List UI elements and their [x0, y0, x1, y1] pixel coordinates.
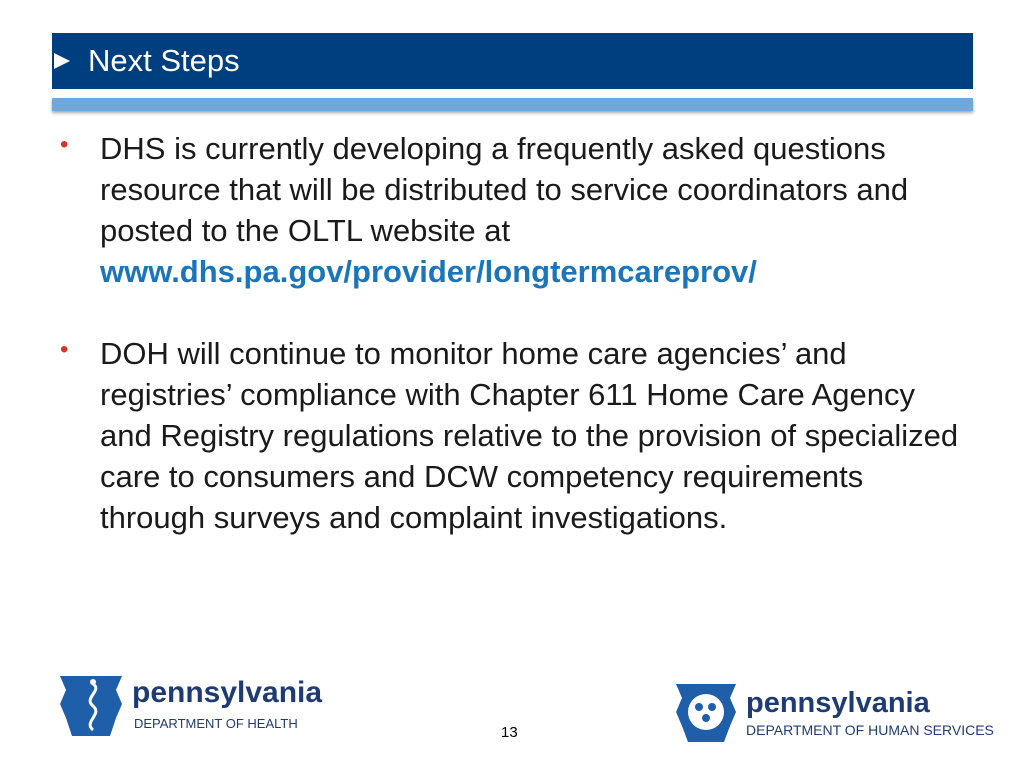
- bullet-icon: •: [60, 336, 69, 363]
- logo-wordmark: pennsylvania: [132, 676, 323, 709]
- bullet-item: [58, 333, 968, 538]
- logo-department: DEPARTMENT OF HUMAN SERVICES: [746, 722, 994, 738]
- bullet-icon: •: [60, 131, 69, 158]
- page-number: 13: [501, 724, 518, 741]
- family-keystone-icon: [674, 682, 738, 744]
- department-of-health-logo: [58, 672, 338, 742]
- logo-wordmark: pennsylvania: [746, 687, 930, 719]
- slide-content: [58, 128, 968, 538]
- slide-title: Next Steps: [88, 43, 240, 78]
- bullet-item: [58, 128, 968, 292]
- logo-department: DEPARTMENT OF HEALTH: [134, 716, 298, 731]
- bullet-text: DHS is currently developing a frequently asked questions resource that will be distributed to service coordinators and posted to the OLTL website at: [100, 131, 909, 248]
- bullet-text: DOH will continue to monitor home care agencies’ and registries’ compliance with Chapter 611 Home Care Agency and Registry regulations relative to the provision of specialized care to consumers and DCW competency requirements through surveys and complaint investigations.: [100, 336, 959, 535]
- department-of-human-services-logo: [674, 682, 994, 752]
- keystone-icon: [58, 672, 124, 738]
- accent-bar: [52, 98, 973, 111]
- oltl-website-link[interactable]: www.dhs.pa.gov/provider/longtermcareprov/: [100, 254, 757, 289]
- title-arrow-icon: [54, 53, 70, 69]
